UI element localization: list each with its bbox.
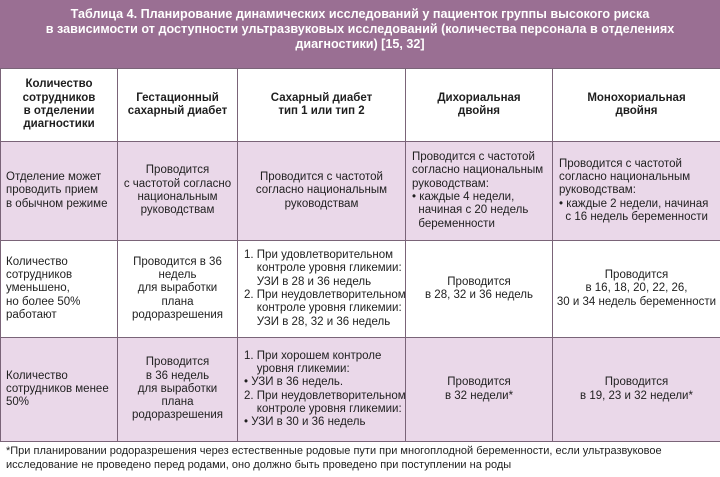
table-title [0,0,720,68]
cell-gdm: Проводится в 36 недель для выработки плана родоразрешения [118,241,238,338]
cell-monochorionic: Проводится с частотой согласно национальным руководствам: • каждые 2 недели, начиная с 16 недель беременности [553,142,720,241]
header-diabetes: Сахарный диабет тип 1 или тип 2 [238,69,406,142]
cell-diabetes: 1. При хорошем контроле уровня гликемии: • УЗИ в 36 недель. 2. При неудовлетворительном контроле уровня гликемии: • УЗИ в 30 и 36 недель [238,338,406,442]
cell-staff: Отделение может проводить прием в обычном режиме [1,142,118,241]
header-gdm: Гестационный сахарный диабет [118,69,238,142]
title-line: диагностики) [15, 32] [295,37,425,51]
screening-table [0,68,720,442]
cell-dichorionic: Проводится в 32 недели* [406,338,553,442]
header-staff: Количество сотрудников в отделении диагностики [1,69,118,142]
cell-monochorionic: Проводится в 19, 23 и 32 недели* [553,338,720,442]
table-row [1,338,720,442]
cell-dichorionic: Проводится в 28, 32 и 36 недель [406,241,553,338]
header-monochorionic: Монохориальная двойня [553,69,720,142]
cell-gdm: Проводится с частотой согласно национальным руководствам [118,142,238,241]
cell-diabetes: 1. При удовлетворительном контроле уровня гликемии: УЗИ в 28 и 36 недель 2. При неудовлетворительном контроле уровня гликемии: УЗИ в 28, 32 и 36 недель [238,241,406,338]
table-row [1,142,720,241]
title-line: Таблица 4. Планирование динамических исследований у пациенток группы высокого риска [70,7,650,21]
cell-staff: Количество сотрудников менее 50% [1,338,118,442]
footnote-line: *При планировании родоразрешения через естественные родовые пути при многоплодной беременности, если ультразвуковое [6,445,662,457]
header-row [1,69,720,142]
header-dichorionic: Дихориальная двойня [406,69,553,142]
table-row [1,241,720,338]
cell-staff: Количество сотрудников уменьшено, но более 50% работают [1,241,118,338]
title-line: в зависимости от доступности ультразвуковых исследований (количества персонала в отделениях [45,22,675,36]
cell-dichorionic: Проводится с частотой согласно национальным руководствам: • каждые 4 недели, начиная с 20 недель беременности [406,142,553,241]
cell-diabetes: Проводится с частотой согласно национальным руководствам [238,142,406,241]
footnote [6,445,718,472]
cell-monochorionic: Проводится в 16, 18, 20, 22, 26, 30 и 34 недель беременности [553,241,720,338]
cell-gdm: Проводится в 36 недель для выработки плана родоразрешения [118,338,238,442]
footnote-line: исследование не проведено перед родами, оно должно быть проведено при поступлении на роды [6,458,512,471]
